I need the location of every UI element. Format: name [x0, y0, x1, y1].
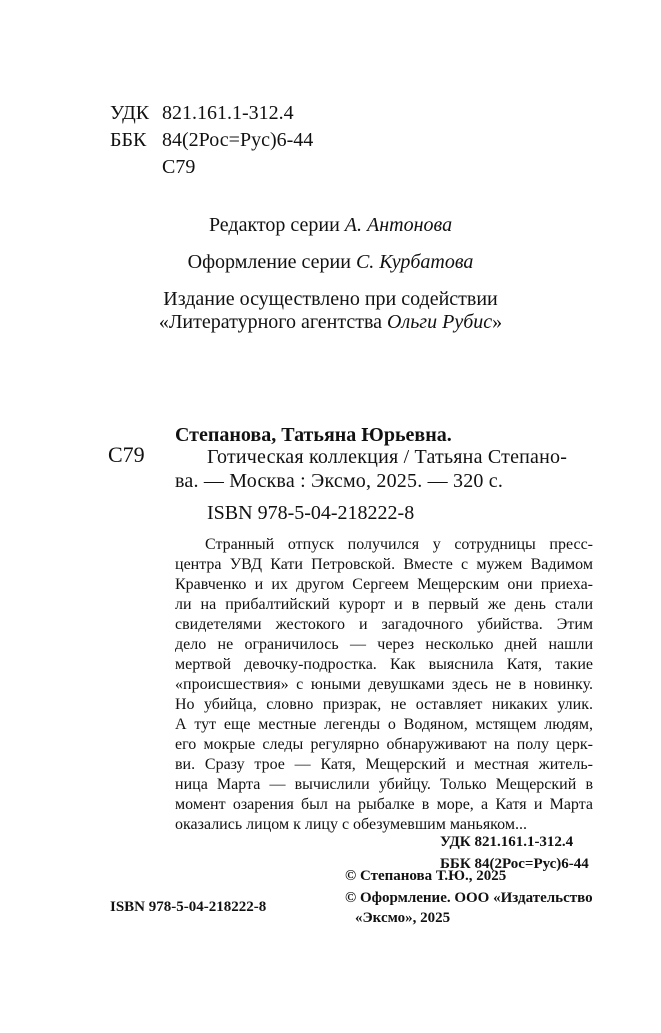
annotation-line: А тут еще местные легенды о Водяном, мстящем людям,	[175, 716, 593, 733]
annotation-line: ница Марта — вычислили убийцу. Только Мещерский в	[175, 776, 593, 793]
annotation-line: Но убийца, словно призрак, не оставляет никаких улик.	[175, 696, 593, 713]
bbk-value: 84(2Рос=Рус)6-44	[162, 129, 314, 151]
annotation-line: его мокрые следы регулярно обнаруживают на полу церк-	[175, 736, 593, 753]
assistance-prefix: «Литературного агентства	[158, 311, 388, 333]
bbk-label: ББК	[110, 129, 147, 151]
assistance-suffix: »	[492, 311, 503, 333]
series-editor-line	[0, 214, 661, 237]
annotation-line: центра УВД Кати Петровской. Вместе с мужем Вадимом	[175, 556, 593, 573]
footer-udk: УДК 821.161.1-312.4	[440, 834, 574, 850]
annotation-line: момент озарения был на рыбалке в море, а Катя и Марта	[175, 796, 593, 813]
copyright-author: © Степанова Т.Ю., 2025	[345, 868, 507, 884]
catalog-isbn: ISBN 978-5-04-218222-8	[207, 502, 415, 524]
catalog-author: Степанова, Татьяна Юрьевна.	[175, 424, 452, 446]
annotation-line: ли на прибалтийский курорт и в первый же день стали	[175, 596, 593, 613]
annotation-line: Кравченко и их другом Сергеем Мещерским они приеха-	[175, 576, 593, 593]
catalog-title-line-1: Готическая коллекция / Татьяна Степано-	[207, 446, 568, 468]
udk-row	[110, 102, 313, 124]
catalog-title-line-2: ва. — Москва : Эксмо, 2025. — 320 с.	[175, 470, 504, 492]
annotation-line: «происшествия» с юными девушками здесь не в новинку.	[175, 676, 593, 693]
udk-label: УДК	[110, 102, 150, 124]
annotation-line: дело не ограничилось — через несколько дней нашли	[175, 636, 593, 653]
assistance-line-2	[0, 311, 661, 334]
copyright-design-line-2: «Эксмо», 2025	[355, 910, 451, 926]
footer-isbn: ISBN 978-5-04-218222-8	[110, 899, 267, 915]
assistance-line-1: Издание осуществлено при содействии	[163, 288, 498, 310]
author-mark-row	[110, 156, 313, 178]
footer-bbk: ББК 84(2Рос=Рус)6-44	[440, 856, 589, 872]
copyright-design-line-1: © Оформление. ООО «Издательство	[345, 890, 593, 906]
catalog-code: С79	[108, 442, 145, 467]
annotation	[175, 535, 593, 835]
series-editor-name: А. Антонова	[344, 214, 453, 236]
classification-block	[110, 102, 313, 178]
annotation-line: свидетелями жестокого и загадочного убийства. Этим	[175, 616, 593, 633]
udk-value: 821.161.1-312.4	[162, 102, 294, 124]
copyright-block	[345, 866, 593, 928]
annotation-line: ви. Сразу трое — Катя, Мещерский и местная житель-	[175, 756, 593, 773]
series-editor-prefix: Редактор серии	[208, 214, 345, 236]
series-design-prefix: Оформление серии	[187, 251, 356, 273]
agency-name: Ольги Рубис	[387, 311, 493, 333]
series-design-name: С. Курбатова	[355, 251, 474, 273]
annotation-line: оказались лицом к лицу с обезумевшим маньяком...	[175, 816, 527, 833]
annotation-line: мертвой девочку-подростка. Как выяснила Катя, такие	[175, 656, 593, 673]
author-mark: С79	[162, 156, 196, 178]
series-design-line	[0, 251, 661, 274]
annotation-line: Странный отпуск получился у сотрудницы пресс-	[205, 536, 593, 553]
bbk-row	[110, 129, 313, 151]
